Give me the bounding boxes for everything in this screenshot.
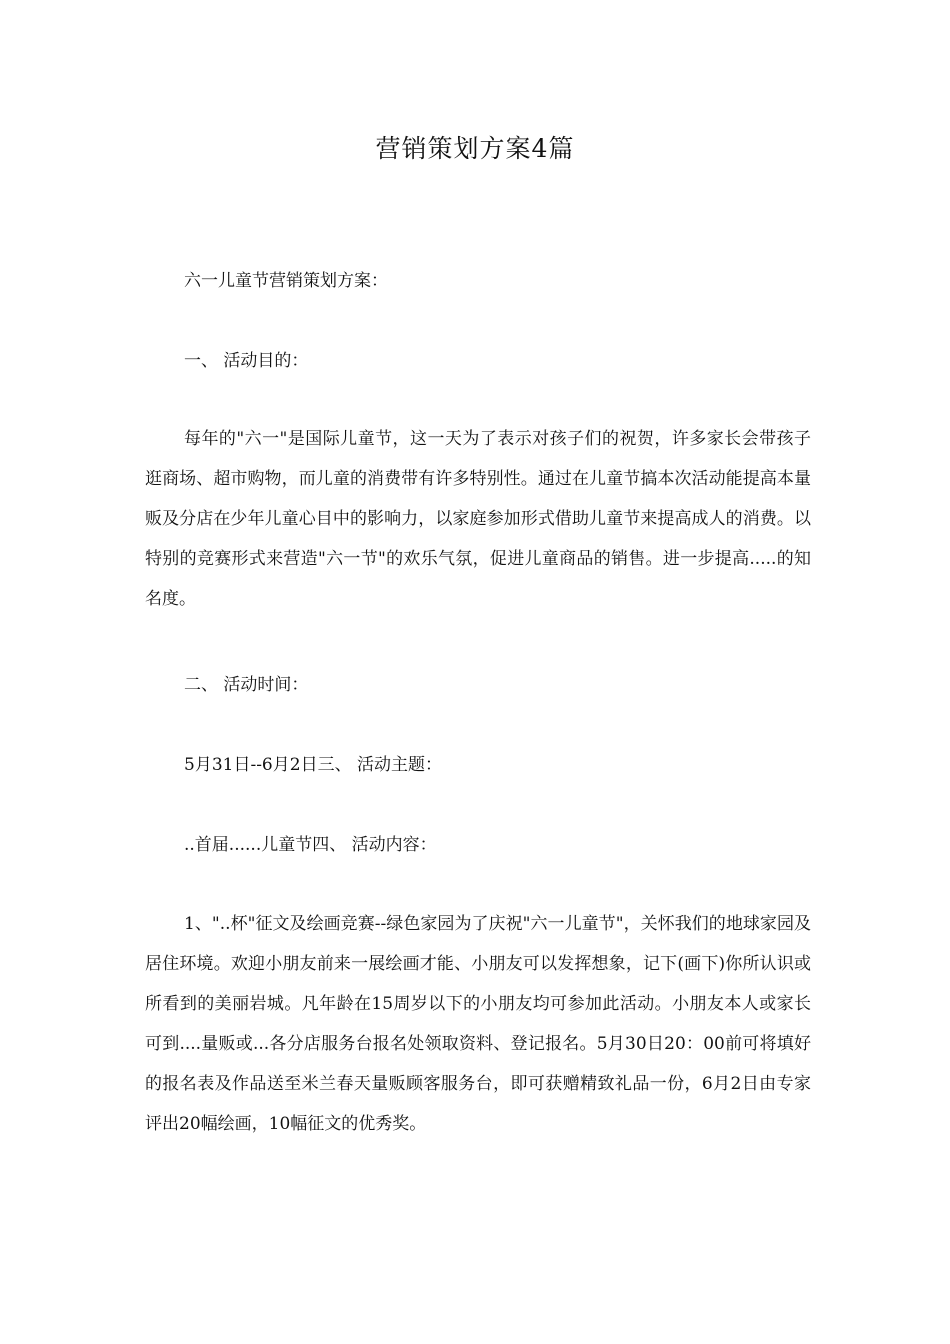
paragraph-contest: 1、"..杯"征文及绘画竞赛--绿色家园为了庆祝"六一儿童节"，关怀我们的地球家园及居住环境。欢迎小朋友前来一展绘画才能、小朋友可以发挥想象，记下(画下)你所认识或所看到的美丽岩城。凡年龄在15周岁以下的小朋友均可参加此活动。小朋友本人或家长可到....量贩或...各分店服务台报名处领取资料、登记报名。5月30日20：00前可将填好的报名表及作品送至米兰春天量贩顾客服务台，即可获赠精致礼品一份，6月2日由专家评出20幅绘画，10幅征文的优秀奖。	[145, 914, 811, 1134]
line-theme-content: ..首届......儿童节四、 活动内容：	[184, 835, 437, 855]
document-title: 营销策划方案4篇	[375, 134, 575, 163]
heading-activity-purpose: 一、 活动目的：	[184, 351, 309, 371]
section-heading: 六一儿童节营销策划方案：	[184, 271, 388, 291]
heading-activity-time: 二、 活动时间：	[184, 675, 309, 695]
paragraph-purpose: 每年的"六一"是国际儿童节，这一天为了表示对孩子们的祝贺，许多家长会带孩子逛商场、超市购物，而儿童的消费带有许多特别性。通过在儿童节搞本次活动能提高本量贩及分店在少年儿童心目中的影响力，以家庭参加形式借助儿童节来提高成人的消费。以特别的竞赛形式来营造"六一节"的欢乐气氛，促进儿童商品的销售。进一步提高.....的知名度。	[145, 429, 811, 609]
line-activity-time-theme: 5月31日--6月2日三、 活动主题：	[184, 755, 442, 775]
